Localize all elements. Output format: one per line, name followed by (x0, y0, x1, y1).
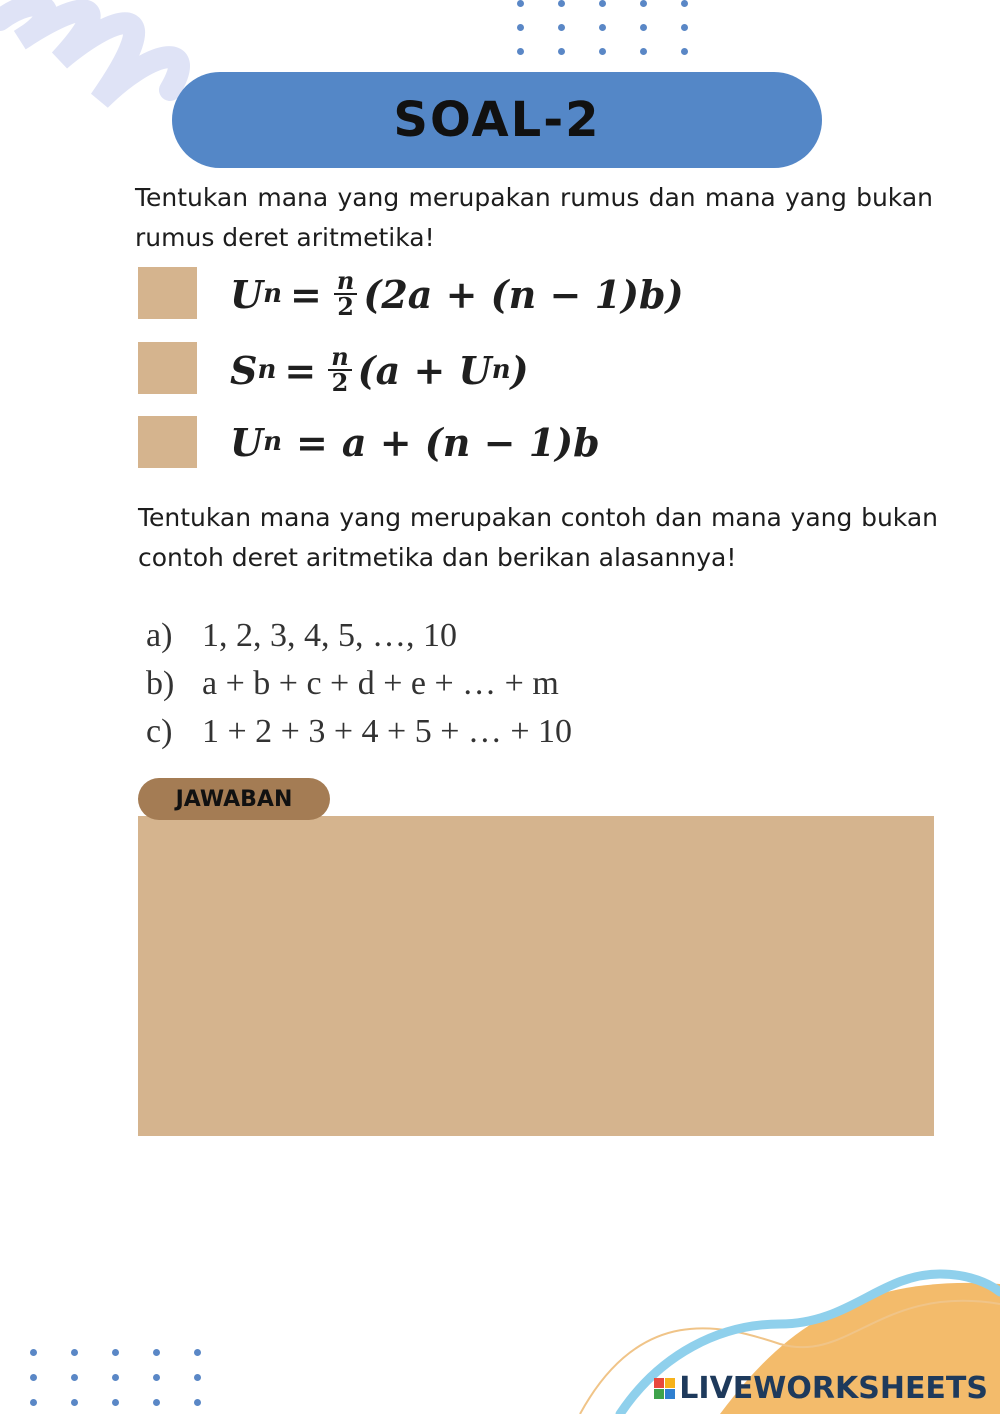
decorative-dot (558, 0, 565, 7)
decorative-dot (112, 1399, 119, 1406)
decorative-dot (558, 48, 565, 55)
decorative-dot (153, 1374, 160, 1381)
decorative-dot (640, 0, 647, 7)
instruction-formulas: Tentukan mana yang merupakan rumus dan mana yang bukan rumus deret aritmetika! (135, 183, 933, 252)
decorative-dot (153, 1349, 160, 1356)
decorative-dot (599, 0, 606, 7)
decorative-dot (112, 1349, 119, 1356)
liveworksheets-logo-icon (654, 1378, 675, 1399)
instruction-examples: Tentukan mana yang merupakan contoh dan mana yang bukan contoh deret aritmetika dan berikan alasannya! (138, 503, 938, 572)
decorative-dot (71, 1399, 78, 1406)
decorative-dot (681, 24, 688, 31)
formula-checkbox-1[interactable] (138, 267, 197, 319)
decorative-dot (599, 48, 606, 55)
formula-1: U n = $\frac{n}{2}$ (2a + (n − 1)b) (230, 266, 684, 321)
decorative-dot (681, 48, 688, 55)
decorative-dot (153, 1399, 160, 1406)
decorative-dot (517, 0, 524, 7)
decorative-dot (71, 1349, 78, 1356)
decorative-dot (517, 48, 524, 55)
example-b: b) a + b + c + d + e + … + m (146, 665, 559, 702)
formula-2: S n = $\frac{n}{2}$ (a + U n ) (230, 342, 529, 397)
example-a: a) 1, 2, 3, 4, 5, …, 10 (146, 617, 457, 654)
example-c: c) 1 + 2 + 3 + 4 + 5 + … + 10 (146, 713, 573, 750)
decorative-dot (71, 1374, 78, 1381)
formula-checkbox-2[interactable] (138, 342, 197, 394)
liveworksheets-brand (654, 1371, 988, 1406)
decorative-dot (30, 1374, 37, 1381)
decorative-dot (194, 1349, 201, 1356)
formula-3: U n = a + (n − 1)b (230, 419, 600, 465)
decorative-dot (194, 1374, 201, 1381)
decorative-dot (112, 1374, 119, 1381)
page-title: SOAL-2 (393, 92, 601, 148)
decorative-dot (30, 1349, 37, 1356)
decorative-dot (517, 24, 524, 31)
answer-label: JAWABAN (138, 778, 330, 820)
decorative-dot (599, 24, 606, 31)
decorative-dot (30, 1399, 37, 1406)
decorative-dot (640, 48, 647, 55)
brand-name: LIVEWORKSHEETS (679, 1371, 988, 1406)
answer-field[interactable] (138, 816, 934, 1136)
decorative-dot (681, 0, 688, 7)
decorative-dot (194, 1399, 201, 1406)
title-banner (172, 72, 822, 168)
formula-checkbox-3[interactable] (138, 416, 197, 468)
decorative-dot (640, 24, 647, 31)
decorative-dot (558, 24, 565, 31)
